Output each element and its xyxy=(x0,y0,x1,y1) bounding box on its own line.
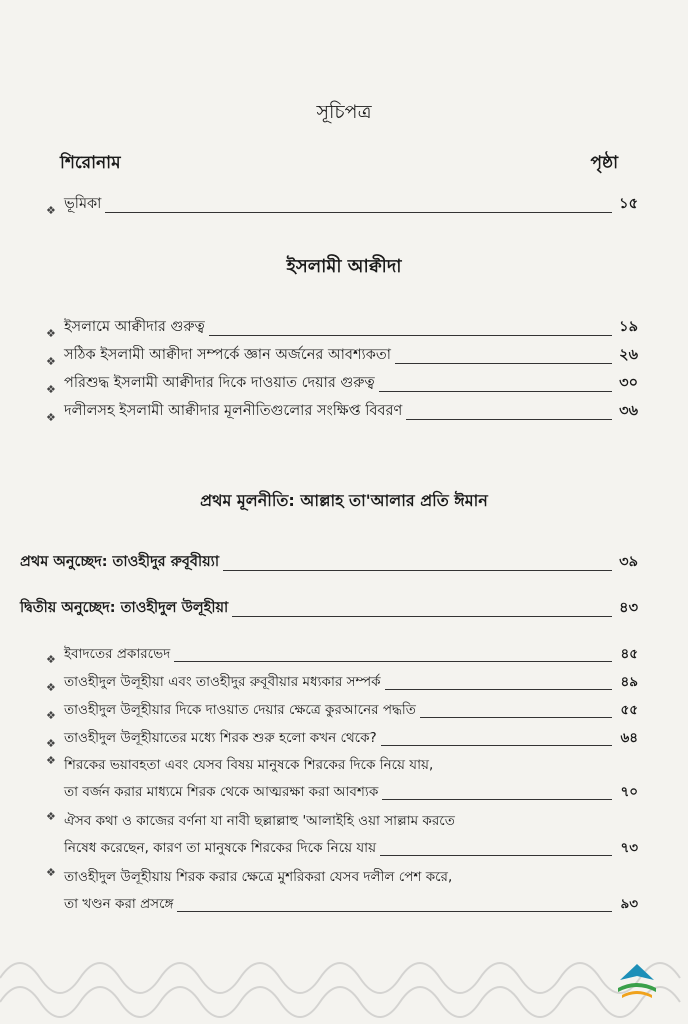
entry-page: ৬৪ xyxy=(620,730,638,746)
leader-line xyxy=(395,363,612,364)
page-title: সূচিপত্র xyxy=(316,101,372,123)
leader-line xyxy=(381,745,612,746)
bullet-icon: ❖ xyxy=(46,355,56,368)
leader-line xyxy=(380,855,612,856)
bullet-icon: ❖ xyxy=(46,411,56,424)
toc-entry[interactable] xyxy=(46,372,638,396)
toc-entry-multiline[interactable] xyxy=(46,866,638,916)
entry-page: ৩৯ xyxy=(619,554,638,570)
bullet-icon: ❖ xyxy=(46,383,56,396)
toc-entry[interactable] xyxy=(46,671,638,694)
toc-header xyxy=(60,150,618,178)
leader-line xyxy=(385,689,612,690)
entry-page: ১৫ xyxy=(619,196,638,212)
entry-text: শিরকের ভয়াবহতা এবং যেসব বিষয় মানুষকে শিরকের দিকে নিয়ে যায়, xyxy=(64,757,434,773)
publisher-logo-icon xyxy=(614,962,660,1002)
leader-line xyxy=(232,616,612,617)
toc-entry-intro[interactable] xyxy=(46,193,638,217)
entry-page: ৭৩ xyxy=(620,840,638,856)
bullet-icon: ❖ xyxy=(46,204,56,217)
entry-page: ৫৫ xyxy=(620,702,638,718)
entry-text: তাওহীদুল উলূহীয়ায় শিরক করার ক্ষেত্রে মুশরিকরা যেসব দলীল পেশ করে, xyxy=(64,869,453,885)
toc-chapter[interactable] xyxy=(20,551,638,575)
leader-line xyxy=(406,419,612,420)
entry-page: ৪৯ xyxy=(620,674,638,690)
entry-text: সঠিক ইসলামী আক্বীদা সম্পর্কে জ্ঞান অর্জনের আবশ্যকতা xyxy=(64,347,391,363)
bullet-icon: ❖ xyxy=(46,754,56,767)
entry-text-continued: তা খণ্ডন করা প্রসঙ্গে xyxy=(64,896,174,912)
bullet-icon: ❖ xyxy=(46,737,56,750)
entry-text: তাওহীদুল উলূহীয়া এবং তাওহীদুর রুবূবীয়ার মধ্যকার সম্পর্ক xyxy=(64,674,381,690)
bullet-icon: ❖ xyxy=(46,653,56,666)
leader-line xyxy=(177,911,612,912)
leader-line xyxy=(379,391,612,392)
toc-chapter[interactable] xyxy=(20,597,638,621)
entry-text: ইসলামে আক্বীদার গুরুত্ব xyxy=(64,319,205,335)
leader-line xyxy=(420,717,612,718)
entry-text: পরিশুদ্ধ ইসলামী আক্বীদার দিকে দাওয়াত দেয়ার গুরুত্ব xyxy=(64,375,375,391)
entry-text: তাওহীদুল উলূহীয়াতের মধ্যে শিরক শুরু হলো কখন থেকে? xyxy=(64,730,377,746)
entry-page: ১৯ xyxy=(619,319,638,335)
toc-entry[interactable] xyxy=(46,699,638,722)
section-heading-first-principle: প্রথম মূলনীতি: আল্লাহ তা'আলার প্রতি ঈমান xyxy=(200,491,488,510)
entry-page: ৭০ xyxy=(620,784,638,800)
leader-line xyxy=(105,212,612,213)
entry-text: ইবাদতের প্রকারভেদ xyxy=(64,646,171,662)
entry-text: ভূমিকা xyxy=(64,196,102,212)
bullet-icon: ❖ xyxy=(46,709,56,722)
entry-page: ৪৩ xyxy=(619,600,638,616)
entry-page: ৪৫ xyxy=(620,646,638,662)
entry-text: দলীলসহ ইসলামী আক্বীদার মূলনীতিগুলোর সংক্ষিপ্ত বিবরণ xyxy=(64,403,403,419)
entry-text: ঐসব কথা ও কাজের বর্ণনা যা নাবী ছল্লাল্লাহু 'আলাইহি ওয়া সাল্লাম করতে xyxy=(64,813,455,829)
toc-entry[interactable] xyxy=(46,316,638,340)
entry-text-continued: নিষেধ করেছেন, কারণ তা মানুষকে শিরকের দিকে নিয়ে যায় xyxy=(64,840,377,856)
entry-text: তাওহীদুল উলূহীয়ার দিকে দাওয়াত দেয়ার ক্ষেত্রে কুরআনের পদ্ধতি xyxy=(64,702,416,718)
entry-text: দ্বিতীয় অনুচ্ছেদ: তাওহীদুল উলূহীয়া xyxy=(20,600,229,616)
bullet-icon: ❖ xyxy=(46,681,56,694)
bullet-icon: ❖ xyxy=(46,810,56,823)
leader-line xyxy=(223,570,612,571)
header-page-label: পৃষ্ঠা xyxy=(590,153,618,173)
leader-line xyxy=(209,335,612,336)
entry-page: ৩০ xyxy=(619,375,638,391)
section-heading-aqida: ইসলামী আক্বীদা xyxy=(286,256,402,277)
leader-line xyxy=(382,799,612,800)
entry-text: প্রথম অনুচ্ছেদ: তাওহীদুর রুবূবীয়্যা xyxy=(20,554,220,570)
toc-entry-multiline[interactable] xyxy=(46,810,638,860)
entry-page: ৩৬ xyxy=(619,403,638,419)
header-heading-label: শিরোনাম xyxy=(60,153,121,173)
toc-entry[interactable] xyxy=(46,727,638,750)
entry-page: ২৬ xyxy=(619,347,638,363)
toc-entry[interactable] xyxy=(46,344,638,368)
decorative-border-ornament xyxy=(0,938,688,1024)
toc-entry-multiline[interactable] xyxy=(46,754,638,804)
toc-entry[interactable] xyxy=(46,643,638,666)
bullet-icon: ❖ xyxy=(46,327,56,340)
leader-line xyxy=(174,661,612,662)
entry-page: ৯৩ xyxy=(620,896,638,912)
entry-text-continued: তা বর্জন করার মাধ্যমে শিরক থেকে আত্মরক্ষা করা আবশ্যক xyxy=(64,784,379,800)
bullet-icon: ❖ xyxy=(46,866,56,879)
toc-entry[interactable] xyxy=(46,400,638,424)
